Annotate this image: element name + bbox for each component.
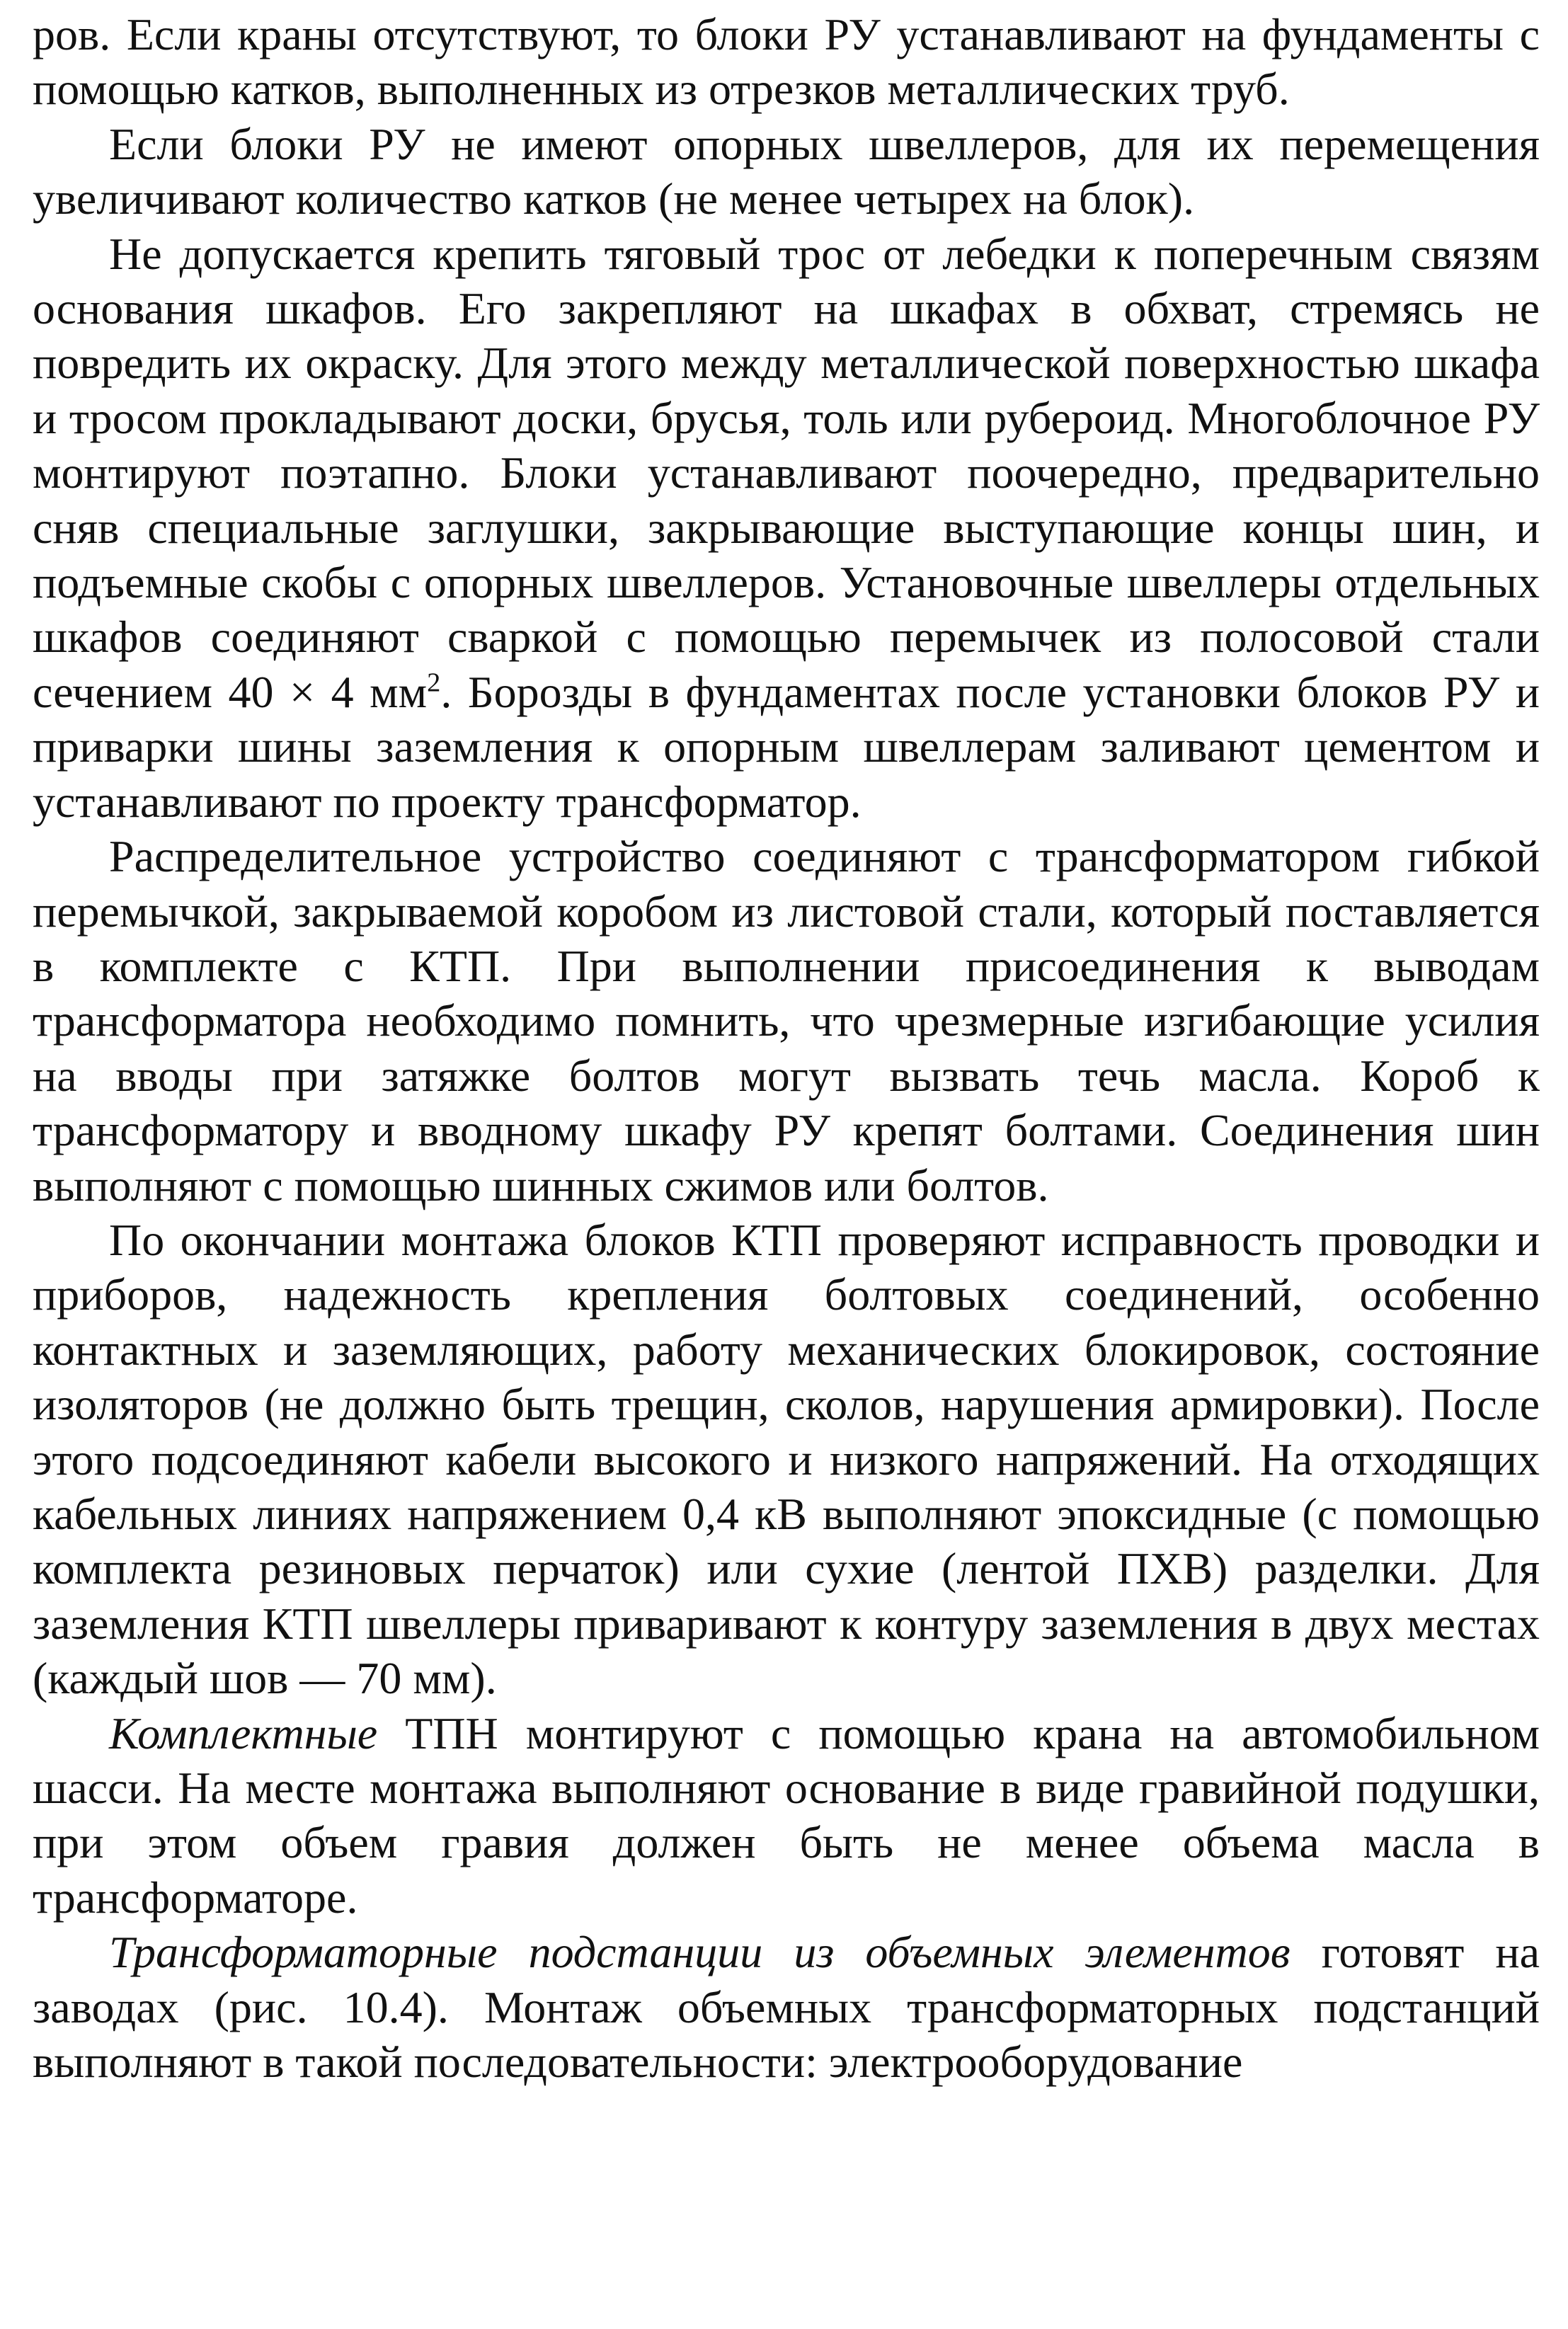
paragraph-text: По окончании монтажа блоков КТП проверяют исправность проводки и приборов, надежность крепления болтовых соединений, особенно контактных и заземляющих, работу механических блокировок, состояние изоляторов (не должно быть трещин, сколов, нарушения армировки). После этого подсоединяют кабели высокого и низкого напряжений. На отходящих кабельных линиях напряжением 0,4 кВ выполняют эпоксидные (с помощью комплекта резиновых перчаток) или сухие (лентой ПХВ) разделки. Для заземления КТП швеллеры приваривают к контуру заземления в двух местах (каждый шов — 70 мм). [33, 1214, 1540, 1704]
body-text [33, 7, 1540, 2089]
paragraph-complete-tpn [33, 1706, 1540, 1925]
paragraph-text: ТПН монтируют с помощью крана на автомобильном шасси. На месте монтажа выполняют основание в виде гравийной подушки, при этом объем гравия должен быть не менее объема масла в трансформаторе. [33, 1707, 1540, 1923]
italic-lead: Комплектные [109, 1707, 378, 1758]
paragraph-text: . Борозды в фундаментах после установки блоков РУ и приварки шины заземления к опорным швеллерам заливают цементом и устанавливают по проекту трансформатор. [33, 666, 1540, 827]
paragraph-continuation [33, 7, 1540, 117]
paragraph-inspection [33, 1213, 1540, 1706]
paragraph-switchgear-connection [33, 829, 1540, 1213]
italic-lead: Трансформаторные подстанции из объемных элементов [109, 1927, 1291, 1978]
paragraph-text: готовят на заводах (рис. 10.4). Монтаж объемных трансформаторных подстанций выполняют в такой последовательности: электрооборудование [33, 1927, 1540, 2088]
paragraph-text: Не допускается крепить тяговый трос от лебедки к поперечным связям основания шкафов. Его закрепляют на шкафах в обхват, стремясь не повредить их окраску. Для этого между металлической поверхностью шкафа и тросом прокладывают доски, брусья, толь или рубероид. Многоблочное РУ монтируют поэтапно. Блоки устанавливают поочередно, предварительно сняв специальные заглушки, закрывающие выступающие концы шин, и подъемные скобы с опорных швеллеров. Установочные швеллеры отдельных шкафов соединяют сваркой с помощью перемычек из полосовой стали сечением 40 × 4 мм [33, 228, 1540, 717]
paragraph-volume-substations [33, 1925, 1540, 2089]
paragraph-text: Распределительное устройство соединяют с трансформатором гибкой перемычкой, закрываемой коробом из листовой стали, который поставляется в комплекте с КТП. При выполнении присоединения к выводам трансформатора необходимо помнить, что чрезмерные изгибающие усилия на вводы при затяжке болтов могут вызвать течь масла. Короб к трансформатору и вводному шкафу РУ крепят болтами. Соединения шин выполняют с помощью шинных сжимов или болтов. [33, 831, 1540, 1211]
paragraph-rollers [33, 117, 1540, 227]
paragraph-text: Если блоки РУ не имеют опорных швеллеров, для их перемещения увеличивают количество катков (не менее четырех на блок). [33, 118, 1540, 224]
paragraph-text: ров. Если краны отсутствуют, то блоки РУ устанавливают на фундаменты с помощью катков, выполненных из отрезков металлических труб. [33, 9, 1540, 115]
paragraph-cable-fixing [33, 227, 1540, 829]
superscript: 2 [427, 668, 441, 698]
